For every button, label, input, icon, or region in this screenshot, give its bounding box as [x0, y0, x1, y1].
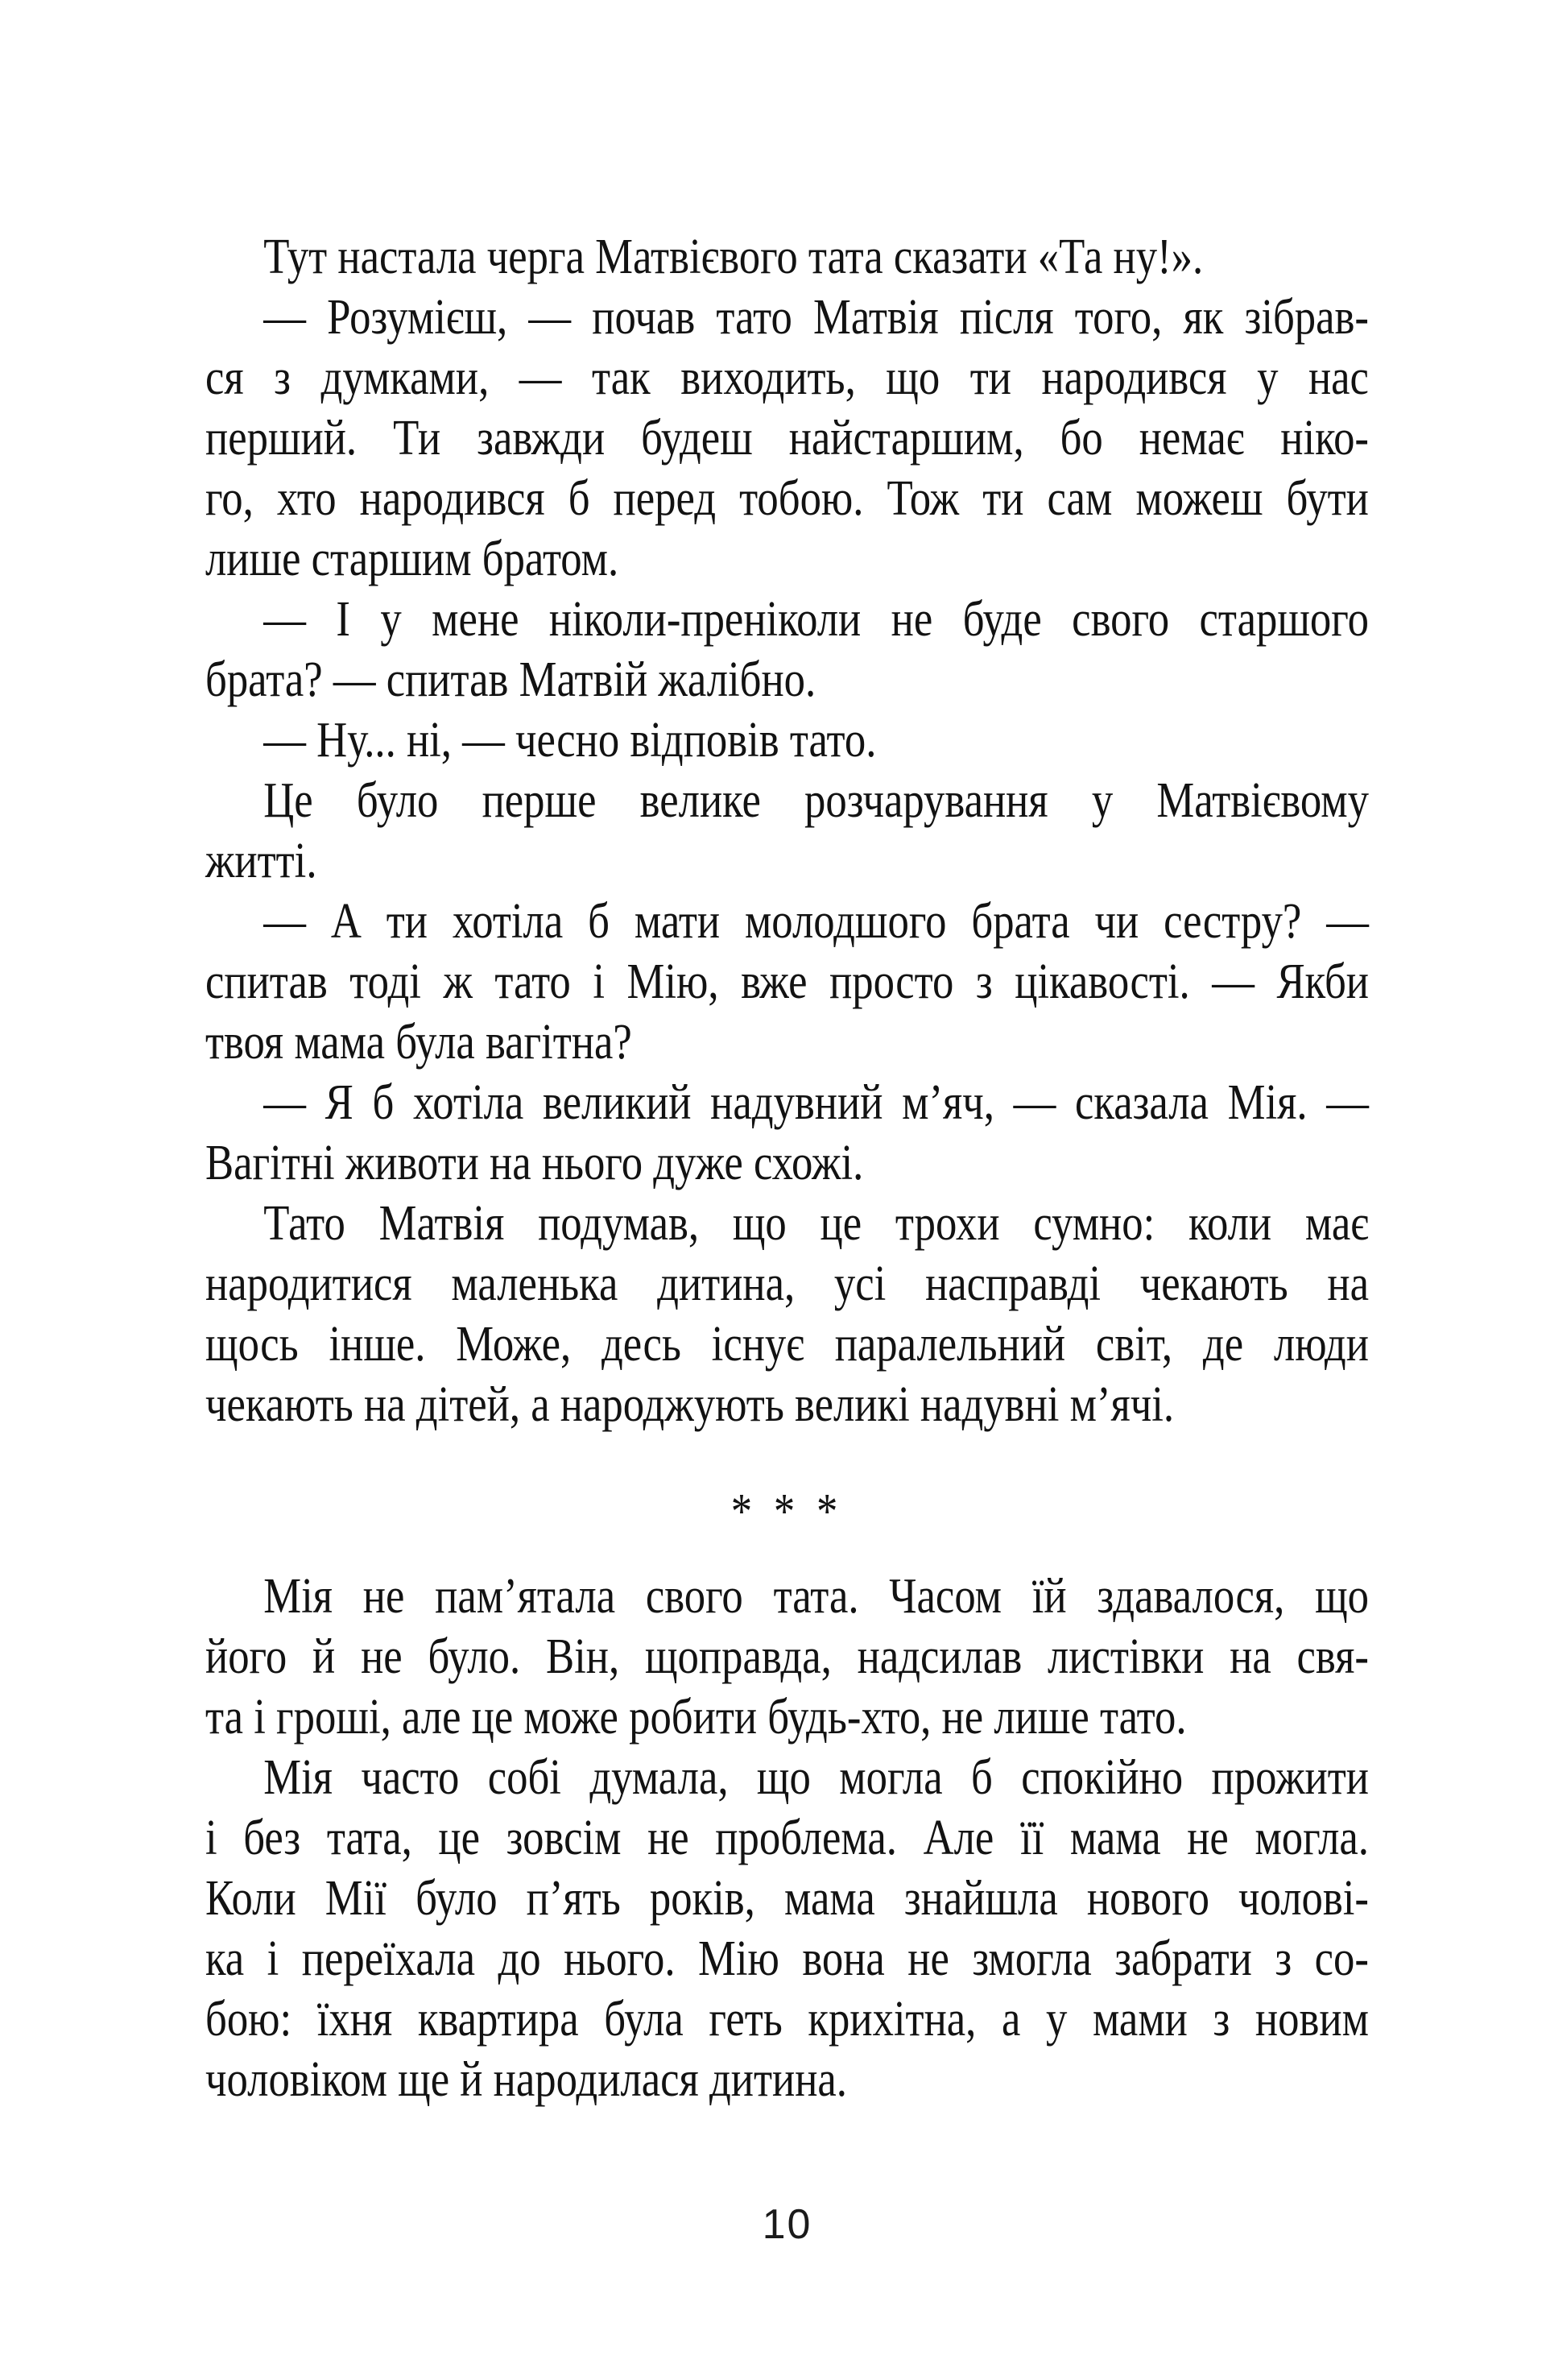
text-line: та і гроші, але це може робити будь-хто, не лише тато. — [205, 1690, 1187, 1745]
text-line: щось інше. Може, десь існує паралельний світ, де люди — [205, 1317, 1369, 1372]
text-line: твоя мама була вагітна? — [205, 1015, 632, 1070]
text-line: Коли Мії було п’ять років, мама знайшла нового чолові- — [205, 1871, 1369, 1926]
text-line: і без тата, це зовсім не проблема. Але її мама не могла. — [205, 1811, 1369, 1865]
text-line: ся з думками, — так виходить, що ти народився у нас — [205, 350, 1369, 405]
text-line: чоловіком ще й народилася дитина. — [205, 2052, 847, 2107]
text-line: народитися маленька дитина, усі насправді чекають на — [205, 1256, 1369, 1311]
text-line: Тато Матвія подумав, що це трохи сумно: коли має — [263, 1196, 1369, 1251]
text-line: — Я б хотіла великий надувний м’яч, — сказала Мія. — — [263, 1075, 1369, 1130]
text-line: спитав тоді ж тато і Мію, вже просто з цікавості. — Якби — [205, 954, 1369, 1009]
text-line: брата? — спитав Матвій жалібно. — [205, 652, 816, 707]
page-number: 10 — [762, 2201, 812, 2248]
text-line: го, хто народився б перед тобою. Тож ти сам можеш бути — [205, 471, 1369, 526]
text-line: — Ну... ні, — чесно відповів тато. — [263, 713, 877, 768]
text-line: Мія часто собі думала, що могла б спокійно прожити — [263, 1750, 1369, 1805]
section-two — [205, 1567, 1369, 2110]
text-line: — І у мене ніколи-преніколи не буде свого старшого — [263, 592, 1369, 647]
text-line: Мія не пам’ятала свого тата. Часом їй здавалося, що — [263, 1569, 1369, 1624]
text-line: лише старшим братом. — [205, 532, 619, 586]
text-line: перший. Ти завжди будеш найстаршим, бо немає ніко- — [205, 411, 1369, 466]
text-line: його й не було. Він, щоправда, надсилав листівки на свя- — [205, 1629, 1369, 1684]
text-line: житті. — [205, 834, 317, 888]
text-line: Вагітні животи на нього дуже схожі. — [205, 1136, 864, 1190]
text-line: Це було перше велике розчарування у Матвієвому — [263, 773, 1369, 828]
text-line: ка і переїхала до нього. Мію вона не змогла забрати з со- — [205, 1931, 1369, 1986]
text-line: бою: їхня квартира була геть крихітна, а у мами з новим — [205, 1992, 1369, 2047]
section-separator: * * * — [730, 1484, 844, 1539]
text-line: — А ти хотіла б мати молодшого брата чи сестру? — — [263, 894, 1369, 949]
text-column — [205, 227, 1369, 2110]
section-one — [205, 227, 1369, 1435]
text-line: Тут настала черга Матвієвого тата сказати «Та ну!». — [263, 230, 1204, 284]
text-line: чекають на дітей, а народжують великі надувні м’ячі. — [205, 1377, 1175, 1432]
text-line: — Розумієш, — почав тато Матвія після того, як зібрав- — [263, 290, 1369, 345]
